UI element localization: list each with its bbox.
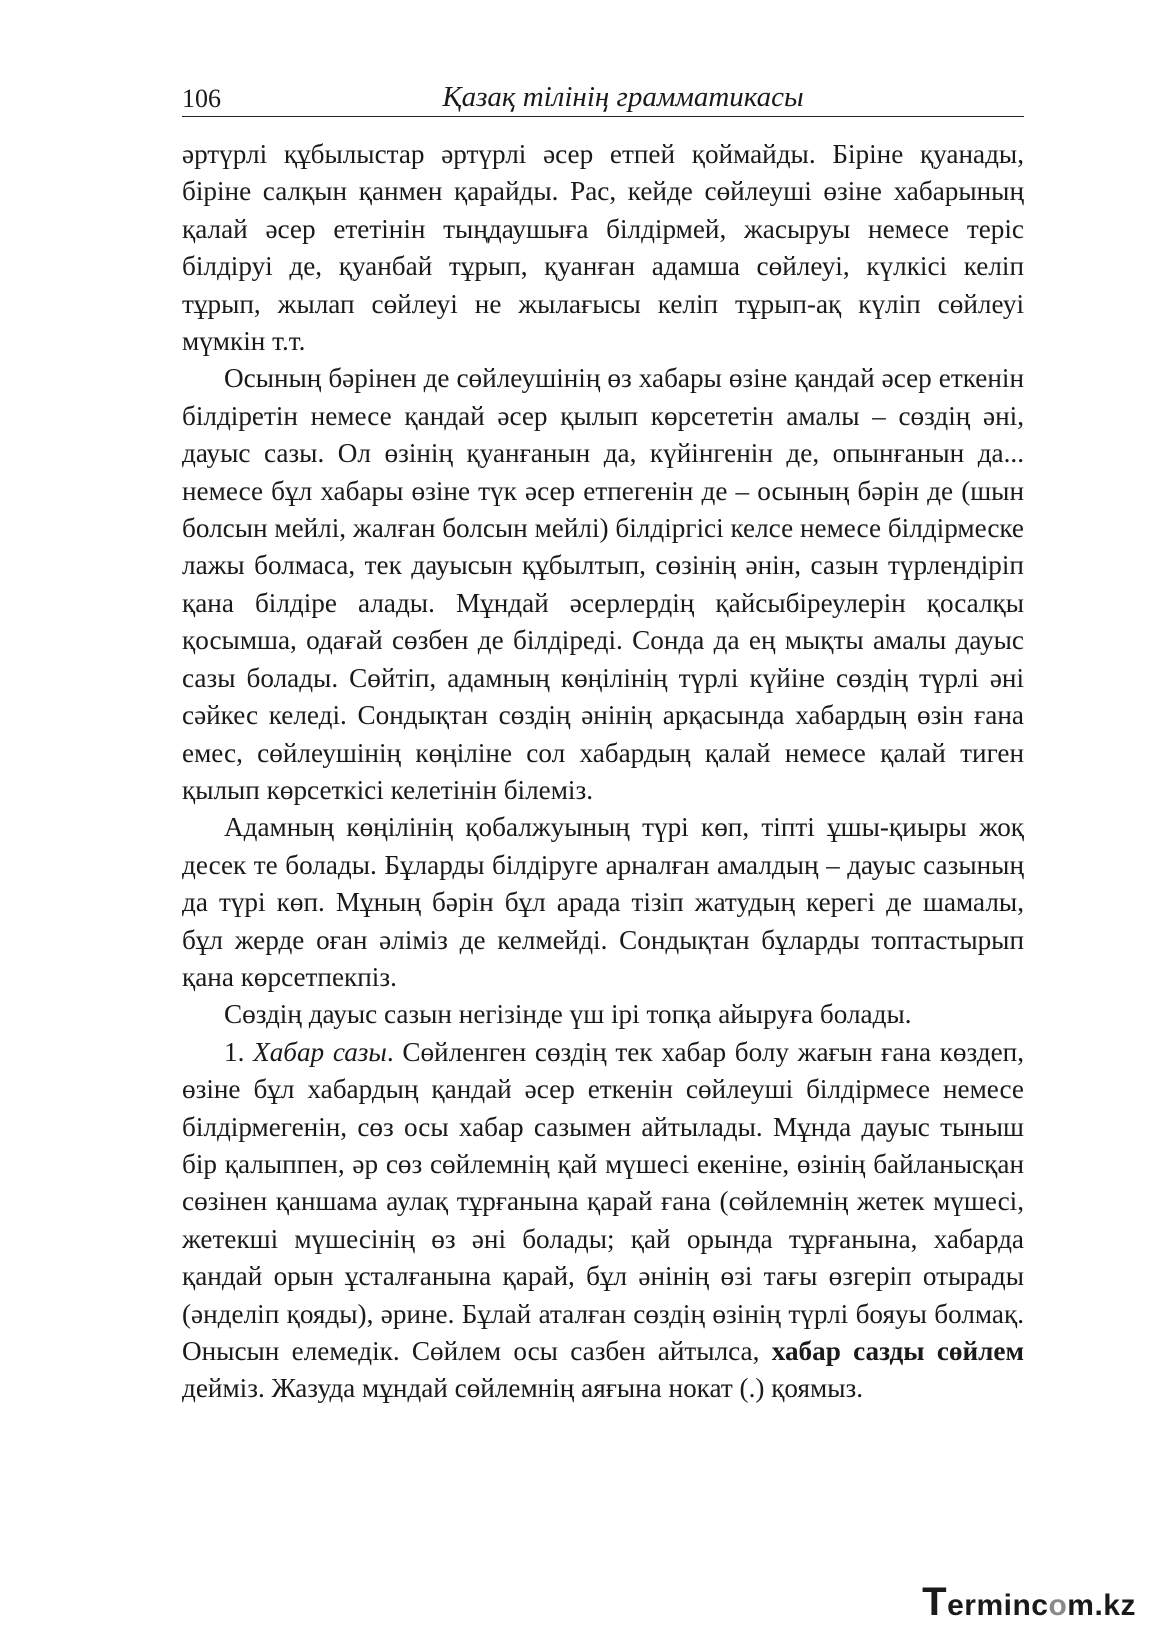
body-text	[182, 136, 1024, 1408]
page-number: 106	[182, 84, 221, 113]
term-italic: Хабар сазы	[253, 1036, 387, 1067]
paragraph-1: әртүрлі құбылыстар әртүрлі әсер етпей қоймайды. Біріне қуанады, біріне салқын қанмен қарайды. Рас, кейде сөйлеуші өзіне хабарының қалай әсер ететінін тыңдаушыға білдірмей, жасыруы немесе теріс білдіруі де, қуанбай тұрып, қуанған адамша сөйлеуі, күлкісі келіп тұрып, жылап сөйлеуі не жылағысы келіп тұрып-ақ күліп сөйлеуі мүмкін т.т.	[182, 139, 1024, 357]
paragraph-4: Сөздің дауыс сазын негізінде үш ірі топқа айыруға болады.	[224, 999, 912, 1030]
magnifier-icon: o	[1048, 1589, 1068, 1622]
paragraph-5-body: . Сөйленген сөздің тек хабар болу жағын ғана көздеп, өзіне бұл хабардың қандай әсер еткенін сөйлеуші білдірмесе немесе білдірмегенін, сөз осы хабар сазымен айтылады. Мұнда дауыс тыныш бір қалыппен, әр сөз сөйлемнің қай мүшесі екеніне, өзінің байланысқан сөзінен қаншама аулақ тұрғанына қарай ғана (сөйлемнің жетек мүшесі, жетекші мүшесінің өз әні болады; қай орында тұрғанына, хабарда қандай орын ұсталғанына қарай, бұл әнінің өзі тағы өзгеріп отырады (әнделіп қояды), әрине. Бұлай аталған сөздің өзінің түрлі бояуы болмақ. Онысын елемедік. Сөйлем осы сазбен айтылса,	[182, 1036, 1024, 1366]
paragraph-5-end: дейміз. Жазуда мұндай сөйлемнің аяғына нокат (.) қоямыз.	[182, 1373, 864, 1404]
site-watermark: Termincom.kz	[922, 1580, 1136, 1624]
running-title: Қазақ тілінің грамматикасы	[442, 81, 804, 113]
paragraph-5	[182, 1034, 1024, 1408]
page-header	[182, 78, 1024, 117]
term-bold: хабар сазды сөйлем	[771, 1336, 1024, 1366]
list-number: 1.	[224, 1036, 245, 1067]
paragraph-3: Адамның көңілінің қобалжуының түрі көп, тіпті ұшы-қиыры жоқ десек те болады. Бұларды білдіруге арналған амалдың – дауыс сазының да түрі көп. Мұның бәрін бұл арада тізіп жатудың керегі де шамалы, бұл жерде оған әліміз де келмейді. Сондықтан бұларды топтастырып қана көрсетпекпіз.	[182, 812, 1024, 992]
paragraph-2: Осының бәрінен де сөйлеушінің өз хабары өзіне қандай әсер еткенін білдіретін немесе қандай әсер қылып көрсететін амалы – сөздің әні, дауыс сазы. Ол өзінің қуанғанын да, күйінгенін де, опынғанын да... немесе бұл хабары өзіне түк әсер етпегенін де – осының бәрін де (шын болсын мейлі, жалған болсын мейлі) білдіргісі келсе немесе білдірмеске лажы болмаса, тек дауысын құбылтып, сөзінің әнін, сазын түрлендіріп қана білдіре алады. Мұндай әсерлердің қайсыбіреулерін қосалқы қосымша, одағай сөзбен де білдіреді. Сонда да ең мықты амалы дауыс сазы болады. Сөйтіп, адамның көңілінің түрлі күйіне сөздің түрлі әні сәйкес келеді. Сондықтан сөздің әнінің арқасында хабардың өзін ғана емес, сөйлеушінің көңіліне сол хабардың қалай немесе қалай тиген қылып көрсеткісі келетінін білеміз.	[182, 363, 1024, 805]
